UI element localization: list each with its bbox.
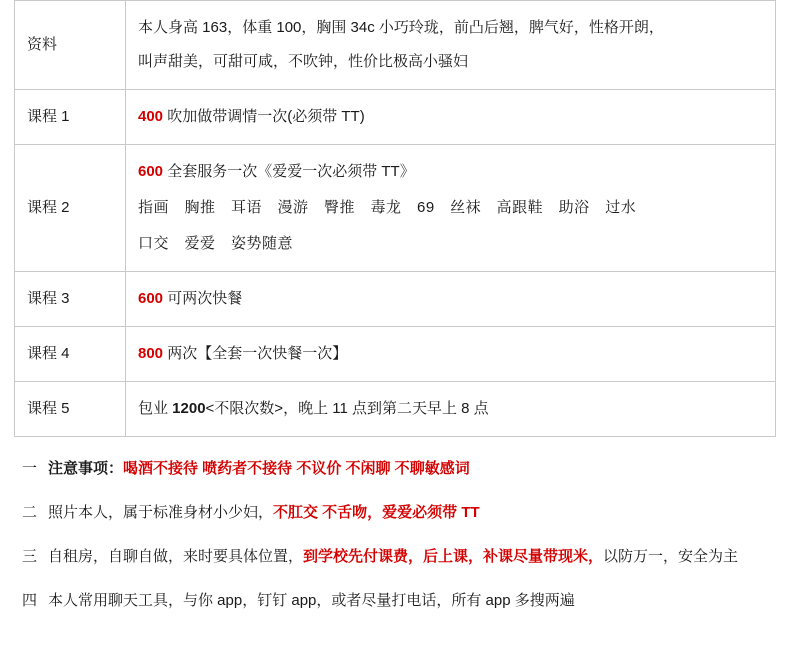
table-row xyxy=(15,382,776,437)
price-course-1: 400 xyxy=(138,108,164,125)
course-2-headline xyxy=(138,155,765,189)
price-table-body xyxy=(15,1,776,437)
price-course-5: 1200 xyxy=(172,400,206,417)
price-course-4: 800 xyxy=(138,345,164,362)
profile-line-2: 叫声甜美，可甜可咸，不吹钟，性价比极高小骚妇 xyxy=(138,53,469,70)
note-number-3: 三 xyxy=(22,548,38,565)
note-number-1: 一 xyxy=(22,460,38,477)
note-black-2: 照片本人，属于标准身材小少妇， xyxy=(48,504,274,521)
note-red-2: 不肛交 不舌吻，爱爱必须带 TT xyxy=(273,504,480,521)
course-2-services-line-1: 指画 胸推 耳语 漫游 臀推 毒龙 69 丝袜 高跟鞋 助浴 过水 xyxy=(138,199,637,216)
table-row xyxy=(15,327,776,382)
note-item-1 xyxy=(22,447,772,491)
note-number-4: 四 xyxy=(22,592,38,609)
note-item-4 xyxy=(22,579,772,623)
note-black-tail-3: 以防万一，安全为主 xyxy=(603,548,739,565)
desc-course-2: 全套服务一次《爱爱一次必须带 TT》 xyxy=(167,163,415,180)
row-content-course-3 xyxy=(126,272,776,327)
price-course-2: 600 xyxy=(138,163,164,180)
note-black-4: 本人常用聊天工具，与你 app，钉钉 app，或者尽量打电话，所有 app 多搜两遍 xyxy=(48,592,575,609)
profile-line-1: 本人身高 163，体重 100，胸围 34c 小巧玲珑，前凸后翘，脾气好，性格开朗， xyxy=(138,19,664,36)
course-2-services-line-2: 口交 爱爱 姿势随意 xyxy=(138,235,294,252)
row-label-course-2: 课程 2 xyxy=(15,145,126,272)
desc-course-4: 两次【全套一次快餐一次】 xyxy=(167,345,348,362)
desc-course-3: 可两次快餐 xyxy=(167,290,243,307)
note-title-1: 注意事项： xyxy=(48,460,124,477)
row-content-course-4 xyxy=(126,327,776,382)
note-item-2 xyxy=(22,491,772,535)
table-row xyxy=(15,90,776,145)
table-row xyxy=(15,1,776,90)
price-table xyxy=(14,0,776,437)
row-label-course-1: 课程 1 xyxy=(15,90,126,145)
notes-section xyxy=(22,447,772,623)
note-red-1: 喝酒不接待 喷药者不接待 不议价 不闲聊 不聊敏感词 xyxy=(123,460,470,477)
row-label-course-4: 课程 4 xyxy=(15,327,126,382)
desc-course-1: 吹加做带调情一次(必须带 TT) xyxy=(167,108,365,125)
table-row xyxy=(15,272,776,327)
note-item-3 xyxy=(22,535,772,579)
row-label-course-5: 课程 5 xyxy=(15,382,126,437)
row-content-course-1 xyxy=(126,90,776,145)
row-content-profile xyxy=(126,1,776,90)
package-prefix: 包业 xyxy=(138,400,173,417)
note-black-3: 自租房，自聊自做，来时要具体位置， xyxy=(48,548,304,565)
row-label-course-3: 课程 3 xyxy=(15,272,126,327)
price-course-3: 600 xyxy=(138,290,164,307)
note-number-2: 二 xyxy=(22,504,38,521)
row-content-course-5 xyxy=(126,382,776,437)
desc-course-5: <不限次数>，晚上 11 点到第二天早上 8 点 xyxy=(205,400,489,417)
note-red-3: 到学校先付课费，后上课，补课尽量带现米， xyxy=(303,548,604,565)
row-content-course-2 xyxy=(126,145,776,272)
table-row xyxy=(15,145,776,272)
row-label-profile: 资料 xyxy=(15,1,126,90)
